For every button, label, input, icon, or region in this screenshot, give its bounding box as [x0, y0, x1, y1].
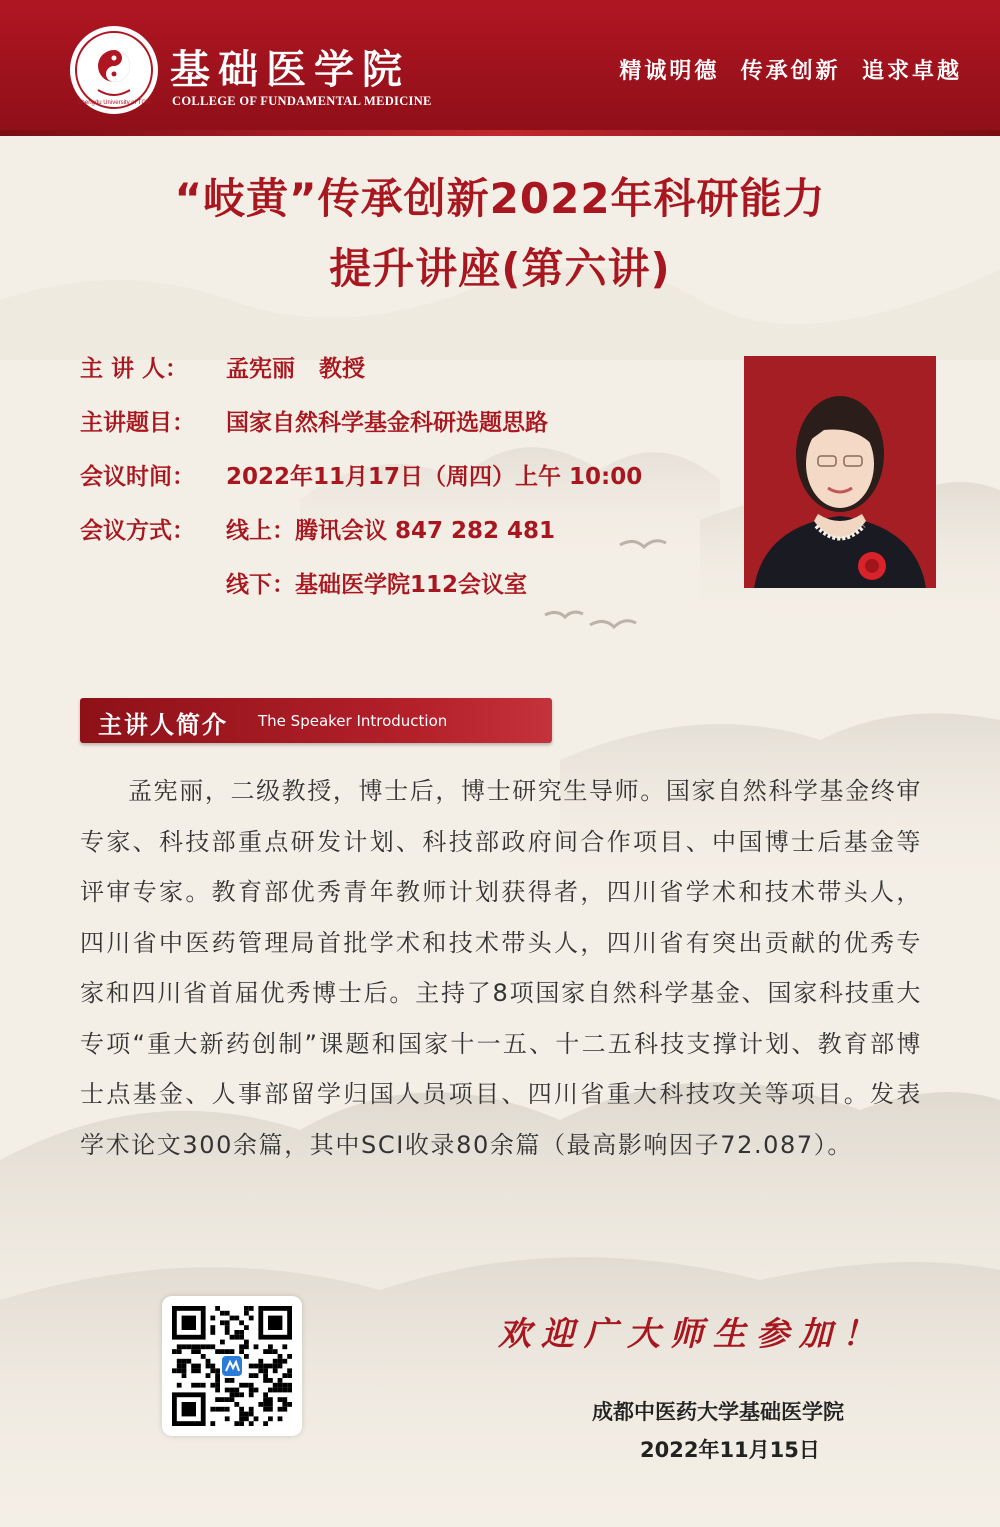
qr-code-icon: [172, 1306, 292, 1426]
time-label: 会议时间：: [80, 464, 195, 490]
offline-value: 线下：基础医学院112会议室: [226, 572, 528, 598]
time-row: [80, 458, 642, 492]
topic-value: 国家自然科学基金科研选题思路: [226, 410, 548, 436]
speaker-portrait-icon: [744, 356, 936, 588]
mode-row: [80, 512, 555, 546]
organizer: 成都中医药大学基础医学院: [592, 1400, 844, 1424]
header-banner: [0, 0, 1000, 136]
time-value: 2022年11月17日（周四）上午 10:00: [226, 464, 643, 490]
motto: 精诚明德 传承创新 追求卓越: [619, 58, 962, 84]
topic-label: 主讲题目：: [80, 410, 195, 436]
qr-code-card: [162, 1296, 302, 1436]
welcome-message: 欢迎广大师生参加！: [498, 1314, 885, 1353]
issue-date: 2022年11月15日: [640, 1438, 820, 1462]
section-title-cn: 主讲人简介: [98, 711, 228, 739]
online-value: 线上：腾讯会议 847 282 481: [226, 518, 556, 544]
topic-row: [80, 404, 548, 438]
speaker-bio: 孟宪丽，二级教授，博士后，博士研究生导师。国家自然科学基金终审专家、科技部重点研发计划、科技部政府间合作项目、中国博士后基金等评审专家。教育部优秀青年教师计划获得者，四川省学术和技术带头人，四川省中医药管理局首批学术和技术带头人，四川省有突出贡献的优秀专家和四川省首届优秀博士后。主持了8项国家自然科学基金、国家科技重大专项“重大新药创制”课题和国家十一五、十二五科技支撑计划、教育部博士点基金、人事部留学归国人员项目、四川省重大科技攻关等项目。发表学术论文300余篇，其中SCI收录80余篇（最高影响因子72.087）。: [80, 777, 922, 1159]
speaker-row: [80, 350, 365, 384]
college-name-cn: 基础医学院: [170, 46, 410, 93]
lecture-title-line2: 提升讲座(第六讲): [329, 244, 671, 293]
logo-caption: Chengdu University of TCM: [77, 100, 151, 106]
offline-row: [80, 566, 527, 600]
lecture-title-line1: “岐黄”传承创新2022年科研能力: [174, 174, 826, 223]
section-title-en: The Speaker Introduction: [258, 712, 448, 730]
mode-label: 会议方式：: [80, 518, 195, 544]
speaker-photo: [744, 356, 936, 588]
speaker-intro-header: [80, 698, 552, 743]
university-logo-icon: [68, 24, 160, 116]
speaker-label: 主 讲 人：: [80, 356, 189, 382]
college-name-en: COLLEGE OF FUNDAMENTAL MEDICINE: [172, 94, 432, 108]
speaker-value: 孟宪丽 教授: [226, 356, 366, 382]
